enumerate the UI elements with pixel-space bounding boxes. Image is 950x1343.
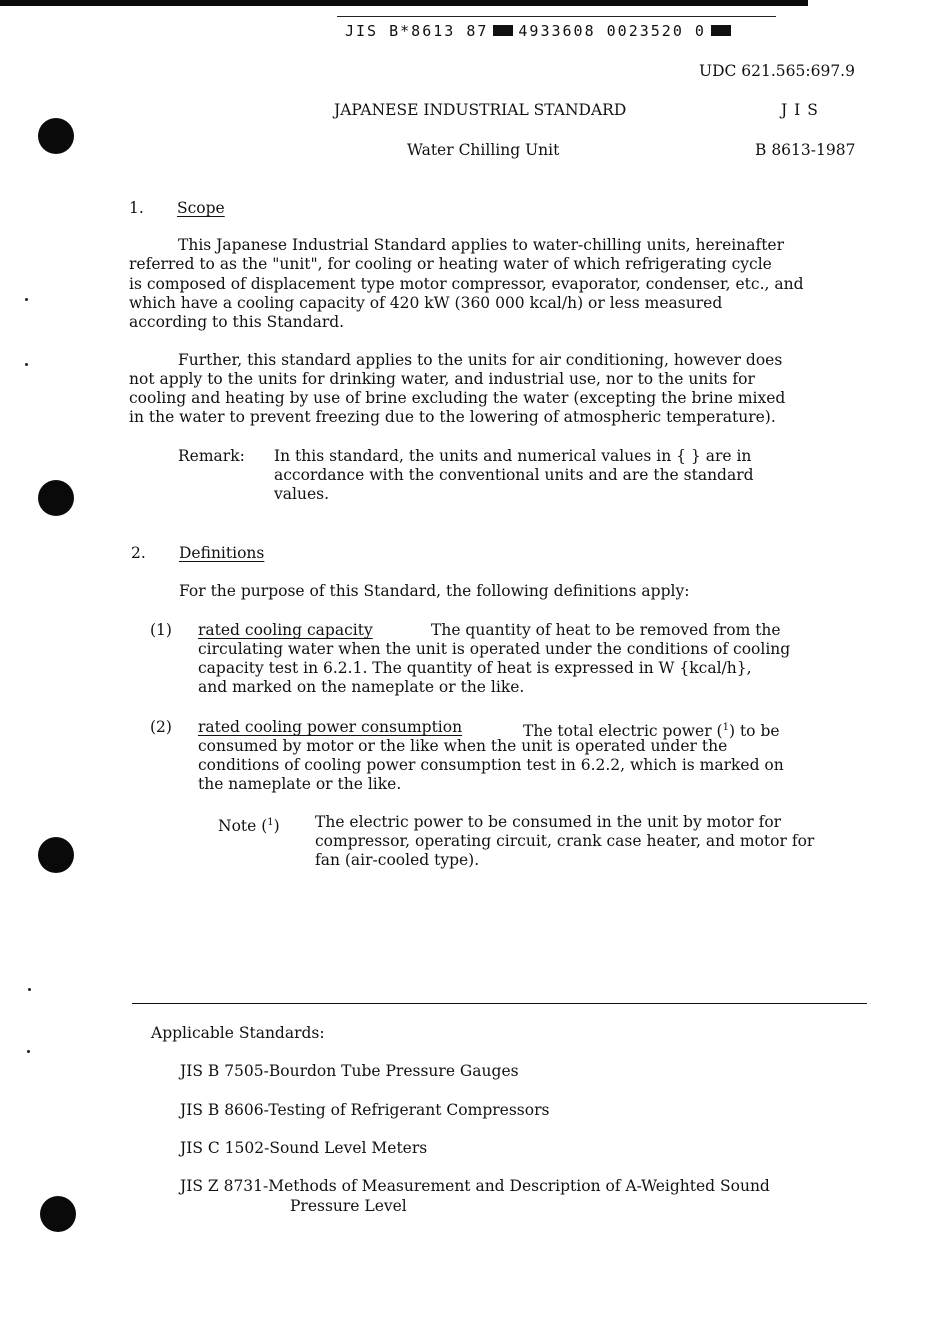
note-line: The electric power to be consumed in the unit by motor for bbox=[315, 813, 782, 831]
scope-para2-line: Further, this standard applies to the units for air conditioning, however does bbox=[178, 351, 783, 369]
code-right: 4933608 0023520 0 bbox=[518, 22, 706, 40]
scan-speck bbox=[27, 1050, 30, 1053]
remark-label: Remark: bbox=[178, 447, 245, 465]
scan-speck bbox=[28, 988, 31, 991]
section-1-heading: Scope bbox=[177, 199, 225, 217]
binder-hole bbox=[40, 1196, 76, 1232]
item-1-line: and marked on the nameplate or the like. bbox=[198, 678, 525, 696]
jis-label: J I S bbox=[781, 101, 819, 119]
scan-speck bbox=[25, 298, 28, 301]
applicable-item: JIS Z 8731-Methods of Measurement and Description of A-Weighted Sound bbox=[180, 1177, 770, 1195]
binder-hole bbox=[38, 118, 74, 154]
udc-number: UDC 621.565:697.9 bbox=[699, 62, 855, 80]
remark-line: accordance with the conventional units and are the standard bbox=[274, 466, 754, 484]
footer-divider bbox=[132, 1003, 867, 1004]
item-2-line: consumed by motor or the like when the unit is operated under the bbox=[198, 737, 728, 755]
section-2-heading: Definitions bbox=[179, 544, 265, 562]
remark-line: values. bbox=[274, 485, 329, 503]
note-line: compressor, operating circuit, crank case heater, and motor for bbox=[315, 832, 815, 850]
applicable-heading: Applicable Standards: bbox=[151, 1024, 325, 1042]
item-2-line: conditions of cooling power consumption test in 6.2.2, which is marked on bbox=[198, 756, 784, 774]
item-1-line: capacity test in 6.2.1. The quantity of heat is expressed in W {kcal/h}, bbox=[198, 659, 752, 677]
note-line: fan (air-cooled type). bbox=[315, 851, 480, 869]
code-block-mark bbox=[711, 25, 731, 36]
footnote-ref: 1 bbox=[267, 817, 274, 828]
item-2-text: The total electric power ( bbox=[523, 722, 723, 741]
code-block-mark bbox=[493, 25, 513, 36]
scope-para2-line: in the water to prevent freezing due to the lowering of atmospheric temperature). bbox=[129, 408, 776, 426]
binder-hole bbox=[38, 480, 74, 516]
item-2-text: ) to be bbox=[728, 722, 780, 741]
scope-para1-line: This Japanese Industrial Standard applies to water-chilling units, hereinafter bbox=[178, 236, 785, 254]
binder-hole bbox=[38, 837, 74, 873]
item-1-line: circulating water when the unit is operated under the conditions of cooling bbox=[198, 640, 791, 658]
top-border bbox=[0, 0, 808, 6]
item-2-number: (2) bbox=[150, 718, 172, 736]
document-title: Water Chilling Unit bbox=[407, 141, 560, 159]
scope-para1-line: referred to as the "unit", for cooling or heating water of which refrigerating cycle bbox=[129, 255, 772, 273]
applicable-item-continuation: Pressure Level bbox=[290, 1197, 407, 1215]
applicable-item: JIS C 1502-Sound Level Meters bbox=[180, 1139, 428, 1157]
standard-label: JAPANESE INDUSTRIAL STANDARD bbox=[334, 101, 627, 119]
footnote-ref: 1 bbox=[722, 722, 729, 733]
code-left: JIS B*8613 87 bbox=[345, 22, 489, 40]
scope-para1-line: is composed of displacement type motor compressor, evaporator, condenser, etc., and bbox=[129, 275, 804, 293]
note-label-text: ) bbox=[273, 817, 280, 836]
definitions-intro: For the purpose of this Standard, the following definitions apply: bbox=[179, 582, 690, 600]
item-2-term: rated cooling power consumption bbox=[198, 718, 463, 736]
scope-para1-line: according to this Standard. bbox=[129, 313, 345, 331]
remark-line: In this standard, the units and numerical values in { } are in bbox=[274, 447, 752, 465]
scan-speck bbox=[25, 363, 28, 366]
item-1-first-line: The quantity of heat to be removed from the bbox=[431, 621, 781, 639]
section-2-number: 2. bbox=[131, 544, 146, 562]
item-2-line: the nameplate or the like. bbox=[198, 775, 402, 793]
applicable-item: JIS B 8606-Testing of Refrigerant Compressors bbox=[180, 1101, 550, 1119]
standard-number: B 8613-1987 bbox=[755, 141, 856, 159]
note-label bbox=[218, 813, 280, 837]
applicable-item: JIS B 7505-Bourdon Tube Pressure Gauges bbox=[180, 1062, 519, 1080]
item-1-number: (1) bbox=[150, 621, 172, 639]
document-code bbox=[345, 22, 736, 40]
item-1-term: rated cooling capacity bbox=[198, 621, 373, 639]
note-label-text: Note ( bbox=[218, 817, 268, 836]
section-1-number: 1. bbox=[129, 199, 144, 217]
scope-para2-line: cooling and heating by use of brine excluding the water (excepting the brine mixed bbox=[129, 389, 786, 407]
scope-para1-line: which have a cooling capacity of 420 kW (360 000 kcal/h) or less measured bbox=[129, 294, 723, 312]
scope-para2-line: not apply to the units for drinking water, and industrial use, nor to the units for bbox=[129, 370, 755, 388]
